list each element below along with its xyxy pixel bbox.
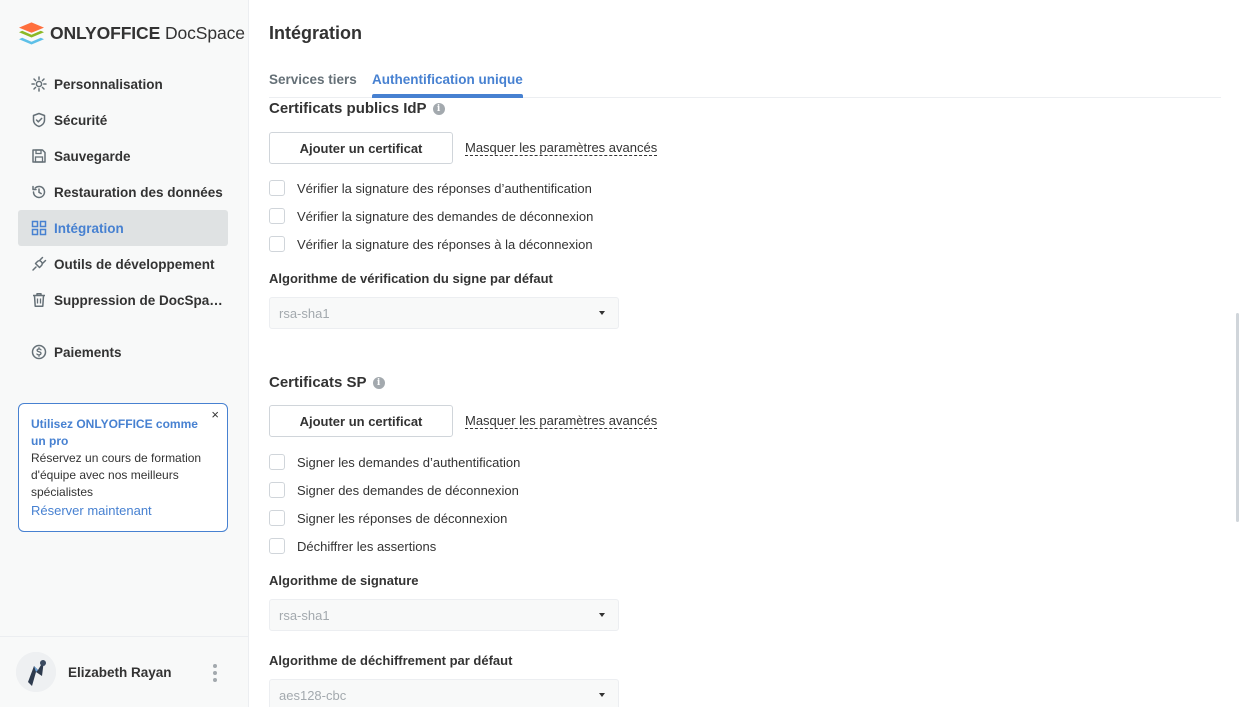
page-title: Intégration (269, 23, 362, 43)
checkbox-label: Déchiffrer les assertions (297, 538, 437, 554)
section-title-text: Certificats publics IdP (269, 100, 427, 117)
idp-verify-logout-responses-checkbox[interactable] (269, 235, 593, 253)
sidebar-item-label: Personnalisation (54, 76, 163, 92)
promo-banner (18, 403, 228, 532)
sidebar-nav (18, 66, 228, 370)
info-icon[interactable]: i (373, 377, 385, 389)
more-options-icon[interactable] (208, 664, 222, 682)
checkbox[interactable] (269, 180, 285, 196)
close-icon[interactable]: × (211, 407, 219, 422)
idp-algo-label: Algorithme de vérification du signe par défaut (269, 271, 553, 286)
promo-title: Utilisez ONLYOFFICE comme un pro (31, 417, 198, 448)
idp-verify-auth-responses-checkbox[interactable] (269, 179, 592, 197)
avatar[interactable] (16, 652, 56, 692)
section-title-text: Certificats SP (269, 374, 367, 391)
tab-bar (269, 65, 1221, 98)
sidebar-item-delete-docspace[interactable] (18, 282, 228, 318)
sp-sign-algo-label: Algorithme de signature (269, 573, 419, 588)
chevron-down-icon (599, 693, 605, 697)
promo-text: Réservez un cours de formation d'équipe avec nos meilleurs spécialistes (31, 451, 202, 499)
sp-add-certificate-button[interactable]: Ajouter un certificat (269, 405, 453, 437)
sidebar-item-label: Sécurité (54, 112, 108, 128)
save-icon (30, 147, 48, 165)
sidebar-item-label: Suppression de DocSpace (54, 292, 224, 308)
profile-name: Elizabeth Rayan (68, 664, 172, 680)
sidebar-item-payments[interactable] (18, 334, 228, 370)
select-value: rsa-sha1 (279, 305, 330, 321)
sidebar-item-label: Outils de développement (54, 256, 215, 272)
sidebar-item-security[interactable] (18, 102, 228, 138)
grid-icon (30, 219, 48, 237)
chevron-down-icon (599, 613, 605, 617)
checkbox-label: Signer les demandes d’authentification (297, 454, 521, 470)
sidebar-item-integration[interactable] (18, 210, 228, 246)
sp-sign-logout-requests-checkbox[interactable] (269, 481, 519, 499)
sp-sign-auth-requests-checkbox[interactable] (269, 453, 520, 471)
profile-bar[interactable] (0, 636, 248, 707)
select-value: aes128-cbc (279, 687, 347, 703)
sidebar (0, 0, 249, 707)
info-icon[interactable]: i (433, 103, 445, 115)
idp-hide-advanced-link[interactable]: Masquer les paramètres avancés (465, 140, 658, 155)
shield-icon (30, 111, 48, 129)
select-value: rsa-sha1 (279, 607, 330, 623)
onlyoffice-logo-icon (18, 20, 45, 46)
app-name: ONLYOFFICE DocSpace (50, 22, 245, 43)
sidebar-item-restore[interactable] (18, 174, 228, 210)
app-logo[interactable] (18, 20, 245, 46)
checkbox-label: Signer des demandes de déconnexion (297, 482, 519, 498)
checkbox[interactable] (269, 482, 285, 498)
sp-decrypt-algo-label: Algorithme de déchiffrement par défaut (269, 653, 513, 668)
plug-icon (30, 255, 48, 273)
tab-single-sign-on[interactable]: Authentification unique (372, 65, 523, 97)
idp-certificates-title (269, 100, 445, 117)
idp-algo-select[interactable] (269, 297, 619, 329)
checkbox[interactable] (269, 538, 285, 554)
sidebar-item-label: Restauration des données (54, 184, 223, 200)
tab-third-party-services[interactable]: Services tiers (269, 72, 357, 87)
checkbox-label: Vérifier la signature des réponses d’authentification (297, 180, 592, 196)
sp-certificates-title (269, 374, 385, 391)
checkbox-label: Signer les réponses de déconnexion (297, 510, 508, 526)
dollar-icon (30, 343, 48, 361)
sp-decrypt-algo-select[interactable] (269, 679, 619, 707)
promo-link[interactable]: Réserver maintenant (31, 503, 152, 518)
sidebar-item-backup[interactable] (18, 138, 228, 174)
sp-sign-algo-select[interactable] (269, 599, 619, 631)
checkbox[interactable] (269, 208, 285, 224)
sidebar-item-label: Sauvegarde (54, 148, 131, 164)
restore-icon (30, 183, 48, 201)
main-content (269, 0, 1221, 707)
checkbox-label: Vérifier la signature des réponses à la déconnexion (297, 236, 593, 252)
checkbox[interactable] (269, 510, 285, 526)
checkbox-label: Vérifier la signature des demandes de déconnexion (297, 208, 594, 224)
sidebar-item-label: Intégration (54, 220, 124, 236)
checkbox[interactable] (269, 236, 285, 252)
trash-icon (30, 291, 48, 309)
idp-verify-logout-requests-checkbox[interactable] (269, 207, 593, 225)
sidebar-divider (18, 318, 228, 334)
idp-add-certificate-button[interactable]: Ajouter un certificat (269, 132, 453, 164)
sp-hide-advanced-link[interactable]: Masquer les paramètres avancés (465, 413, 658, 428)
gear-icon (30, 75, 48, 93)
sidebar-item-personalization[interactable] (18, 66, 228, 102)
main-scrollbar[interactable] (1236, 313, 1239, 522)
sp-sign-logout-responses-checkbox[interactable] (269, 509, 507, 527)
sidebar-item-developer-tools[interactable] (18, 246, 228, 282)
chevron-down-icon (599, 311, 605, 315)
checkbox[interactable] (269, 454, 285, 470)
sp-decrypt-assertions-checkbox[interactable] (269, 537, 436, 555)
sidebar-item-label: Paiements (54, 344, 122, 360)
